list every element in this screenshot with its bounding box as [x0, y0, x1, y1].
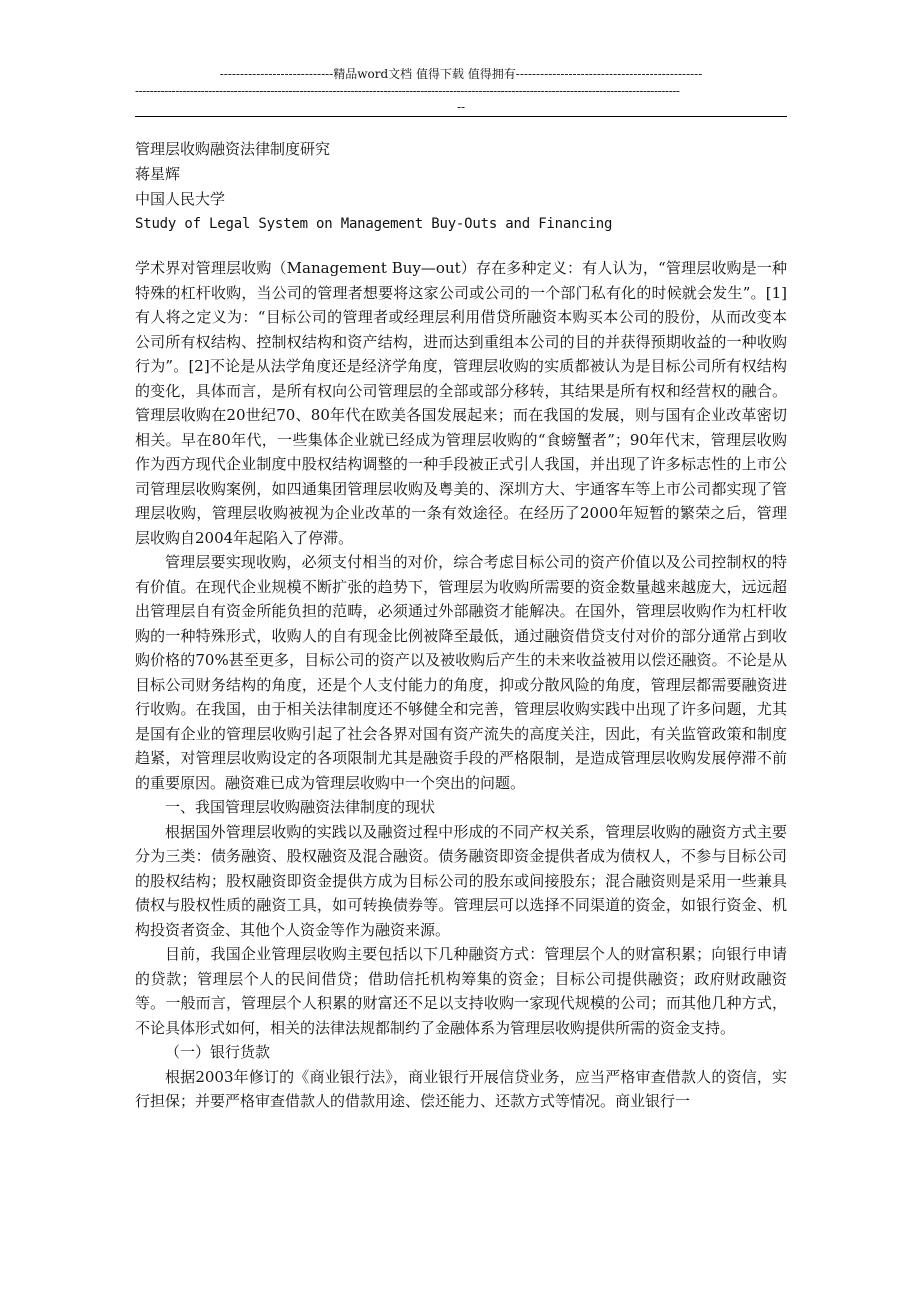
paragraph-3: 根据国外管理层收购的实践以及融资过程中形成的不同产权关系，管理层收购的融资方式主要分为三类：债务融资、股权融资及混合融资。债务融资即资金提供者成为债权人，不参与目标公司的股权结构；股权融资即资金提供方成为目标公司的股东或间接股东；混合融资则是采用一些兼具债权与股权性质的融资工具，如可转换债券等。管理层可以选择不同渠道的资金，如银行资金、机构投资者资金、其他个人资金等作为融资来源。: [135, 822, 787, 939]
article-body: [135, 256, 787, 1114]
header-dash-line: -----------------------------------------------------------------------------------------------------------------------------------------------------: [135, 84, 680, 98]
header-banner: ----------------------------精品word文档 值得下载 值得拥有----------------------------------------------: [219, 67, 703, 81]
section-heading-1: 一、我国管理层收购融资法律制度的现状: [165, 798, 436, 816]
article-affiliation: 中国人民大学: [135, 190, 226, 208]
paragraph-5: 根据2003年修订的《商业银行法》，商业银行开展信贷业务，应当严格审查借款人的资信，实行担保；并要严格审查借款人的借款用途、偿还能力、还款方式等情况。商业银行一: [135, 1067, 787, 1110]
header-rule: [135, 116, 787, 117]
article-meta: [135, 137, 795, 237]
article-title: 管理层收购融资法律制度研究: [135, 140, 331, 158]
paragraph-2: 管理层要实现收购，必须支付相当的对价，综合考虑目标公司的资产价值以及公司控制权的特有价值。在现代企业规模不断扩张的趋势下，管理层为收购所需要的资金数量越来越庞大，远远超出管理层自有资金所能负担的范畴，必须通过外部融资才能解决。在国外，管理层收购作为杠杆收购的一种特殊形式，收购人的自有现金比例被降至最低，通过融资借贷支付对价的部分通常占到收购价格的70%甚至更多，目标公司的资产以及被收购后产生的未来收益被用以偿还融资。不论是从目标公司财务结构的角度，还是个人支付能力的角度，抑或分散风险的角度，管理层都需要融资进行收购。在我国，由于相关法律制度还不够健全和完善，管理层收购实践中出现了许多问题，尤其是国有企业的管理层收购引起了社会各界对国有资产流失的高度关注，因此，有关监管政策和制度趋紧，对管理层收购设定的各项限制尤其是融资手段的严格限制，是造成管理层收购发展停滞不前的重要原因。融资难已成为管理层收购中一个突出的问题。: [135, 553, 787, 792]
article-author: 蒋星辉: [135, 165, 181, 183]
header-dash-tail: --: [456, 100, 466, 114]
paragraph-4: 目前，我国企业管理层收购主要包括以下几种融资方式：管理层个人的财富积累；向银行申请的贷款；管理层个人的民间借贷；借助信托机构筹集的资金；目标公司提供融资；政府财政融资等。一般而言，管理层个人积累的财富还不足以支持收购一家现代规模的公司；而其他几种方式，不论具体形式如何，相关的法律法规都制约了金融体系为管理层收购提供所需的资金支持。: [135, 945, 787, 1037]
article-english-title: Study of Legal System on Management Buy-Outs and Financing: [135, 216, 613, 232]
paragraph-1: 学术界对管理层收购（Management Buy—out）存在多种定义：有人认为，“管理层收购是一种特殊的杠杆收购，当公司的管理者想要将这家公司或公司的一个部门私有化的时候就会发生”。[1]有人将之定义为：“目标公司的管理者或经理层利用借贷所融资本购买本公司的股份，从而改变本公司所有权结构、控制权结构和资产结构，进而达到重组本公司的目的并获得预期收益的一种收购行为”。[2]不论是从法学角度还是经济学角度，管理层收购的实质都被认为是目标公司所有权结构的变化，具体而言，是所有权向公司管理层的全部或部分移转，其结果是所有权和经营权的融合。管理层收购在20世纪70、80年代在欧美各国发展起来；而在我国的发展，则与国有企业改革密切相关。早在80年代，一些集体企业就已经成为管理层收购的“食螃蟹者”；90年代末，管理层收购作为西方现代企业制度中股权结构调整的一种手段被正式引人我国，并出现了许多标志性的上市公司管理层收购案例，如四通集团管理层收购及粤美的、深圳方大、宇通客车等上市公司都实现了管理层收购，管理层收购被视为企业改革的一条有效途径。在经历了2000年短暂的繁荣之后，管理层收购自2004年起陷入了停滞。: [135, 259, 787, 547]
section-heading-2: （一）银行货款: [165, 1043, 271, 1061]
